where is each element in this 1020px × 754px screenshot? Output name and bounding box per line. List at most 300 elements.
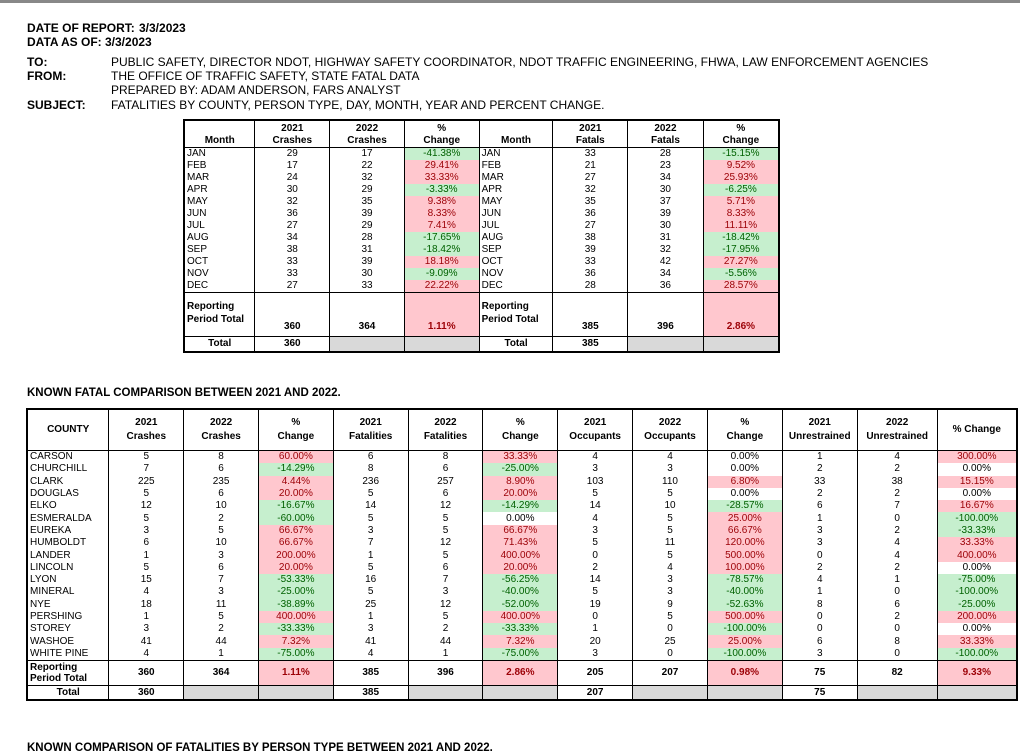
table-cell: 1	[109, 611, 184, 623]
table-cell: -15.15%	[703, 148, 779, 161]
table-cell: 5	[333, 586, 408, 598]
table-cell: 34	[628, 172, 704, 184]
table-cell: 5	[109, 451, 184, 464]
table-cell: 4	[558, 451, 633, 464]
table-cell: 39	[330, 208, 405, 220]
row-label: AUG	[479, 232, 553, 244]
row-label: HUMBOLDT	[27, 537, 109, 549]
table-cell: 66.67%	[707, 525, 782, 537]
table-cell: 27	[553, 220, 628, 232]
table-row	[27, 549, 1017, 561]
table-cell: 5	[633, 512, 708, 524]
table-cell: 4	[109, 586, 184, 598]
table-row	[27, 463, 1017, 475]
table-cell: 0	[782, 623, 857, 635]
table-cell: 2	[408, 623, 483, 635]
table-cell: 257	[408, 476, 483, 488]
table-cell: 33.33%	[483, 451, 558, 464]
county-header-4: 2021 Fatalities	[333, 409, 408, 451]
table-cell: 6	[857, 599, 937, 611]
county-header-3: % Change	[258, 409, 333, 451]
table-cell: 236	[333, 476, 408, 488]
table-cell: 385	[333, 686, 408, 701]
table-cell: 22.22%	[404, 280, 479, 293]
county-header-9: % Change	[707, 409, 782, 451]
table-cell: 500.00%	[707, 611, 782, 623]
table-cell: 6	[109, 537, 184, 549]
table-cell: 12	[408, 537, 483, 549]
table-row	[27, 574, 1017, 586]
table-row	[27, 537, 1017, 549]
table-cell: 2	[184, 623, 259, 635]
table-cell: 5.71%	[703, 196, 779, 208]
table-cell: 4	[857, 451, 937, 464]
table-cell: 8	[184, 451, 259, 464]
table-cell: 6	[184, 562, 259, 574]
table-cell: 7.32%	[258, 635, 333, 647]
county-header-6: % Change	[483, 409, 558, 451]
row-label: DEC	[479, 280, 553, 293]
table-row	[27, 500, 1017, 512]
table-cell: 6	[782, 635, 857, 647]
table-cell: 24	[255, 172, 330, 184]
table-cell: 200.00%	[937, 611, 1017, 623]
table-cell: 25.00%	[707, 635, 782, 647]
table-cell: 5	[408, 525, 483, 537]
table-cell: 5	[408, 512, 483, 524]
county-header-2: 2022 Crashes	[184, 409, 259, 451]
table-cell: 30	[628, 184, 704, 196]
table-cell: 41	[333, 635, 408, 647]
table-cell: 2	[558, 562, 633, 574]
table-cell: 0	[782, 549, 857, 561]
table-cell: 3	[558, 648, 633, 661]
table-cell: 2	[857, 525, 937, 537]
row-label: LINCOLN	[27, 562, 109, 574]
table-cell: 2.86%	[483, 661, 558, 686]
table-cell: 12	[408, 599, 483, 611]
county-header-7: 2021 Occupants	[558, 409, 633, 451]
row-label: STOREY	[27, 623, 109, 635]
table-cell: 396	[628, 293, 704, 337]
row-label: OCT	[184, 256, 255, 268]
table-cell: 31	[628, 232, 704, 244]
table-cell: 1	[782, 512, 857, 524]
month-header-4: Month	[479, 120, 553, 148]
table-cell: 44	[184, 635, 259, 647]
table-cell: 6	[184, 488, 259, 500]
table-cell	[633, 686, 708, 701]
table-cell: -9.09%	[404, 268, 479, 280]
row-label: ESMERALDA	[27, 512, 109, 524]
table-cell: 39	[553, 244, 628, 256]
row-label: DOUGLAS	[27, 488, 109, 500]
table-cell: 60.00%	[258, 451, 333, 464]
table-cell: 3	[558, 463, 633, 475]
row-label: FEB	[184, 160, 255, 172]
table-cell: 66.67%	[483, 525, 558, 537]
table-cell: 28	[628, 148, 704, 161]
table-cell: 7.32%	[483, 635, 558, 647]
row-label: AUG	[184, 232, 255, 244]
table-cell: 385	[553, 337, 628, 353]
table-cell: 25.00%	[707, 512, 782, 524]
row-label: Total	[184, 337, 255, 353]
table-cell: 36	[628, 280, 704, 293]
table-cell: 0.00%	[483, 512, 558, 524]
table-cell: 29	[330, 184, 405, 196]
table-cell: 14	[558, 574, 633, 586]
table-cell: 6	[408, 488, 483, 500]
table-cell: -52.00%	[483, 599, 558, 611]
subject-value: FATALITIES BY COUNTY, PERSON TYPE, DAY, MONTH, YEAR AND PERCENT CHANGE.	[111, 98, 605, 112]
table-cell: 18	[109, 599, 184, 611]
row-label: Reporting Period Total	[184, 293, 255, 337]
table-cell: 11.11%	[703, 220, 779, 232]
table-cell: 3	[333, 525, 408, 537]
month-header-3: % Change	[404, 120, 479, 148]
table-cell: 6	[408, 562, 483, 574]
table-cell: 3	[109, 525, 184, 537]
table-cell: 36	[553, 208, 628, 220]
table-cell: 364	[330, 293, 405, 337]
table-cell: 0	[857, 623, 937, 635]
table-cell: 2	[782, 488, 857, 500]
table-cell: 27	[553, 172, 628, 184]
table-cell: 34	[628, 268, 704, 280]
table-cell: -25.00%	[258, 586, 333, 598]
table-cell: 39	[330, 256, 405, 268]
county-header-11: 2022 Unrestrained	[857, 409, 937, 451]
table-cell: -3.33%	[404, 184, 479, 196]
table-cell	[483, 686, 558, 701]
table-cell: 1	[333, 611, 408, 623]
table-cell: 0	[633, 648, 708, 661]
from-label: FROM:	[27, 69, 67, 83]
table-cell: 37	[628, 196, 704, 208]
table-cell: 30	[255, 184, 330, 196]
table-cell: 5	[558, 586, 633, 598]
table-cell: 11	[633, 537, 708, 549]
county-header-10: 2021 Unrestrained	[782, 409, 857, 451]
table-row	[27, 476, 1017, 488]
table-cell: 207	[558, 686, 633, 701]
table-cell: -16.67%	[258, 500, 333, 512]
table-cell: 0.00%	[707, 451, 782, 464]
table-cell: 14	[558, 500, 633, 512]
table-cell: 33.33%	[937, 635, 1017, 647]
table-cell: -53.33%	[258, 574, 333, 586]
table-cell: 25.93%	[703, 172, 779, 184]
table-cell: 6	[782, 500, 857, 512]
row-label: CLARK	[27, 476, 109, 488]
table-cell: 2	[782, 562, 857, 574]
table-cell: 1	[184, 648, 259, 661]
table-cell: 3	[109, 623, 184, 635]
row-label: SEP	[184, 244, 255, 256]
table-cell: 5	[109, 488, 184, 500]
table-cell: 207	[633, 661, 708, 686]
table-cell: -100.00%	[707, 623, 782, 635]
table-cell: 16	[333, 574, 408, 586]
table-cell: 10	[633, 500, 708, 512]
table-row	[184, 280, 779, 293]
table-cell: 1	[558, 623, 633, 635]
table-cell: 0	[857, 512, 937, 524]
table-cell: 3	[184, 549, 259, 561]
table-cell: 4	[633, 451, 708, 464]
table-cell: 8	[857, 635, 937, 647]
table-cell: 9	[633, 599, 708, 611]
table-cell: 17	[255, 160, 330, 172]
table-cell: 32	[330, 172, 405, 184]
table-cell: 10	[184, 537, 259, 549]
prepared-value: PREPARED BY: ADAM ANDERSON, FARS ANALYST	[111, 83, 401, 97]
table-cell: 1	[109, 549, 184, 561]
table-cell: -18.42%	[703, 232, 779, 244]
table-cell: 5	[408, 549, 483, 561]
table-cell: 0.00%	[937, 623, 1017, 635]
table-cell: 28.57%	[703, 280, 779, 293]
table-cell: 20.00%	[483, 562, 558, 574]
table-cell: 75	[782, 686, 857, 701]
month-header-1: 2021 Crashes	[255, 120, 330, 148]
table-cell: 7	[857, 500, 937, 512]
table-row	[27, 512, 1017, 524]
table-cell: 66.67%	[258, 537, 333, 549]
table-cell: 28	[553, 280, 628, 293]
table-cell: 4	[782, 574, 857, 586]
table-cell: 4	[633, 562, 708, 574]
table-row	[184, 160, 779, 172]
table-cell: 41	[109, 635, 184, 647]
table-cell: 29.41%	[404, 160, 479, 172]
table-cell: 10	[184, 500, 259, 512]
table-cell	[857, 686, 937, 701]
table-row	[27, 623, 1017, 635]
row-label: NYE	[27, 599, 109, 611]
row-label: APR	[184, 184, 255, 196]
table-row	[27, 611, 1017, 623]
table-cell: 7	[408, 574, 483, 586]
table-row	[184, 172, 779, 184]
table-cell: 12	[109, 500, 184, 512]
row-label: WHITE PINE	[27, 648, 109, 661]
table-cell: 0	[633, 623, 708, 635]
table-cell: 6	[408, 463, 483, 475]
table-cell: 32	[628, 244, 704, 256]
table-cell: 14	[333, 500, 408, 512]
from-value: THE OFFICE OF TRAFFIC SAFETY, STATE FATAL DATA	[111, 69, 420, 83]
row-label: LYON	[27, 574, 109, 586]
county-section-title: KNOWN FATAL COMPARISON BETWEEN 2021 AND 2022.	[27, 387, 341, 399]
table-row	[27, 648, 1017, 661]
table-cell: 17	[330, 148, 405, 161]
table-cell: 9.52%	[703, 160, 779, 172]
table-cell: 100.00%	[707, 562, 782, 574]
table-cell: -75.00%	[937, 574, 1017, 586]
table-cell: 8	[333, 463, 408, 475]
table-cell: 20	[558, 635, 633, 647]
table-cell: 66.67%	[258, 525, 333, 537]
table-cell: 5	[333, 488, 408, 500]
table-cell: -56.25%	[483, 574, 558, 586]
table-cell: 0	[558, 611, 633, 623]
table-cell: 0	[857, 648, 937, 661]
month-header-7: % Change	[703, 120, 779, 148]
table-cell: 33.33%	[404, 172, 479, 184]
table-cell: 1	[782, 451, 857, 464]
table-cell: 25	[633, 635, 708, 647]
row-label: APR	[479, 184, 553, 196]
total-row	[27, 686, 1017, 701]
table-cell: 364	[184, 661, 259, 686]
row-label: Reporting Period Total	[479, 293, 553, 337]
row-label: MAR	[184, 172, 255, 184]
county-header-8: 2022 Occupants	[633, 409, 708, 451]
row-label: MINERAL	[27, 586, 109, 598]
table-cell: 42	[628, 256, 704, 268]
table-cell: -14.29%	[483, 500, 558, 512]
table-cell: 33	[255, 256, 330, 268]
row-label: Reporting Period Total	[27, 661, 109, 686]
table-cell: 3	[633, 463, 708, 475]
table-cell: 36	[255, 208, 330, 220]
county-comparison-table	[26, 408, 1018, 701]
table-cell: -40.00%	[707, 586, 782, 598]
table-cell: 3	[782, 525, 857, 537]
data-as-of-label: DATA AS OF:	[27, 35, 102, 49]
row-label: JUL	[184, 220, 255, 232]
table-cell: 3	[558, 525, 633, 537]
table-row	[27, 635, 1017, 647]
county-table-body	[27, 451, 1017, 701]
table-cell: -100.00%	[707, 648, 782, 661]
table-cell: 2	[857, 611, 937, 623]
table-cell: -100.00%	[937, 512, 1017, 524]
table-row	[184, 244, 779, 256]
table-row	[184, 208, 779, 220]
table-row	[184, 196, 779, 208]
row-label: MAY	[479, 196, 553, 208]
table-cell: 2.86%	[703, 293, 779, 337]
month-header-0: Month	[184, 120, 255, 148]
row-label: Total	[479, 337, 553, 353]
table-cell: 5	[633, 611, 708, 623]
table-cell: 3	[782, 648, 857, 661]
table-cell: -33.33%	[258, 623, 333, 635]
county-table-header	[27, 409, 1017, 451]
table-cell: 29	[330, 220, 405, 232]
county-header-0: COUNTY	[27, 409, 109, 451]
total-row	[184, 337, 779, 353]
table-cell: 3	[184, 586, 259, 598]
table-cell: -25.00%	[937, 599, 1017, 611]
table-cell: 8	[782, 599, 857, 611]
table-cell	[707, 686, 782, 701]
table-cell: 35	[553, 196, 628, 208]
row-label: OCT	[479, 256, 553, 268]
row-label: Total	[27, 686, 109, 701]
table-cell: 360	[255, 293, 330, 337]
table-cell: 8.90%	[483, 476, 558, 488]
table-row	[27, 562, 1017, 574]
subject-label: SUBJECT:	[27, 98, 86, 112]
report-date-label: DATE OF REPORT:	[27, 21, 135, 35]
table-cell: 3	[408, 586, 483, 598]
table-cell: 44	[408, 635, 483, 647]
table-row	[184, 220, 779, 232]
table-cell: -33.33%	[937, 525, 1017, 537]
row-label: ELKO	[27, 500, 109, 512]
to-label: TO:	[27, 55, 48, 69]
table-cell: 1.11%	[258, 661, 333, 686]
table-row	[184, 232, 779, 244]
table-cell: 18.18%	[404, 256, 479, 268]
table-cell: 103	[558, 476, 633, 488]
row-label: NOV	[184, 268, 255, 280]
table-cell: 1	[408, 648, 483, 661]
table-cell: 35	[330, 196, 405, 208]
table-cell: 0.00%	[937, 562, 1017, 574]
table-cell	[628, 337, 704, 353]
table-cell: 38	[857, 476, 937, 488]
table-cell	[703, 337, 779, 353]
table-cell: 29	[255, 148, 330, 161]
table-cell: 400.00%	[483, 611, 558, 623]
table-cell: 385	[333, 661, 408, 686]
table-cell: 33	[553, 148, 628, 161]
table-cell: 5	[184, 525, 259, 537]
table-cell: 38	[553, 232, 628, 244]
table-cell: -5.56%	[703, 268, 779, 280]
table-cell: -28.57%	[707, 500, 782, 512]
table-cell: 0.98%	[707, 661, 782, 686]
to-value: PUBLIC SAFETY, DIRECTOR NDOT, HIGHWAY SAFETY COORDINATOR, NDOT TRAFFIC ENGINEERING, FHWA, LAW ENFORCEMENT AGENCIES	[111, 55, 929, 69]
table-cell: 1	[333, 549, 408, 561]
table-cell: 21	[553, 160, 628, 172]
table-cell: 20.00%	[258, 562, 333, 574]
table-cell: -38.89%	[258, 599, 333, 611]
table-cell: 400.00%	[258, 611, 333, 623]
table-cell: 4	[558, 512, 633, 524]
table-cell: -6.25%	[703, 184, 779, 196]
table-cell: 33.33%	[937, 537, 1017, 549]
table-cell: 2	[184, 512, 259, 524]
table-row	[184, 184, 779, 196]
row-label: FEB	[479, 160, 553, 172]
table-cell: 16.67%	[937, 500, 1017, 512]
table-cell: 27	[255, 220, 330, 232]
table-cell: 75	[782, 661, 857, 686]
table-cell: 3	[333, 623, 408, 635]
table-cell: 4	[857, 549, 937, 561]
table-cell: 360	[109, 686, 184, 701]
month-table-body	[184, 148, 779, 353]
table-cell: -75.00%	[258, 648, 333, 661]
table-cell: -41.38%	[404, 148, 479, 161]
table-cell: 3	[633, 574, 708, 586]
table-row	[27, 451, 1017, 464]
table-cell: 9.38%	[404, 196, 479, 208]
table-cell: 7	[109, 463, 184, 475]
table-cell: -52.63%	[707, 599, 782, 611]
table-cell	[404, 337, 479, 353]
table-cell: 5	[408, 611, 483, 623]
data-as-of-value: 3/3/2023	[105, 35, 152, 49]
table-cell: 25	[333, 599, 408, 611]
row-label: DEC	[184, 280, 255, 293]
